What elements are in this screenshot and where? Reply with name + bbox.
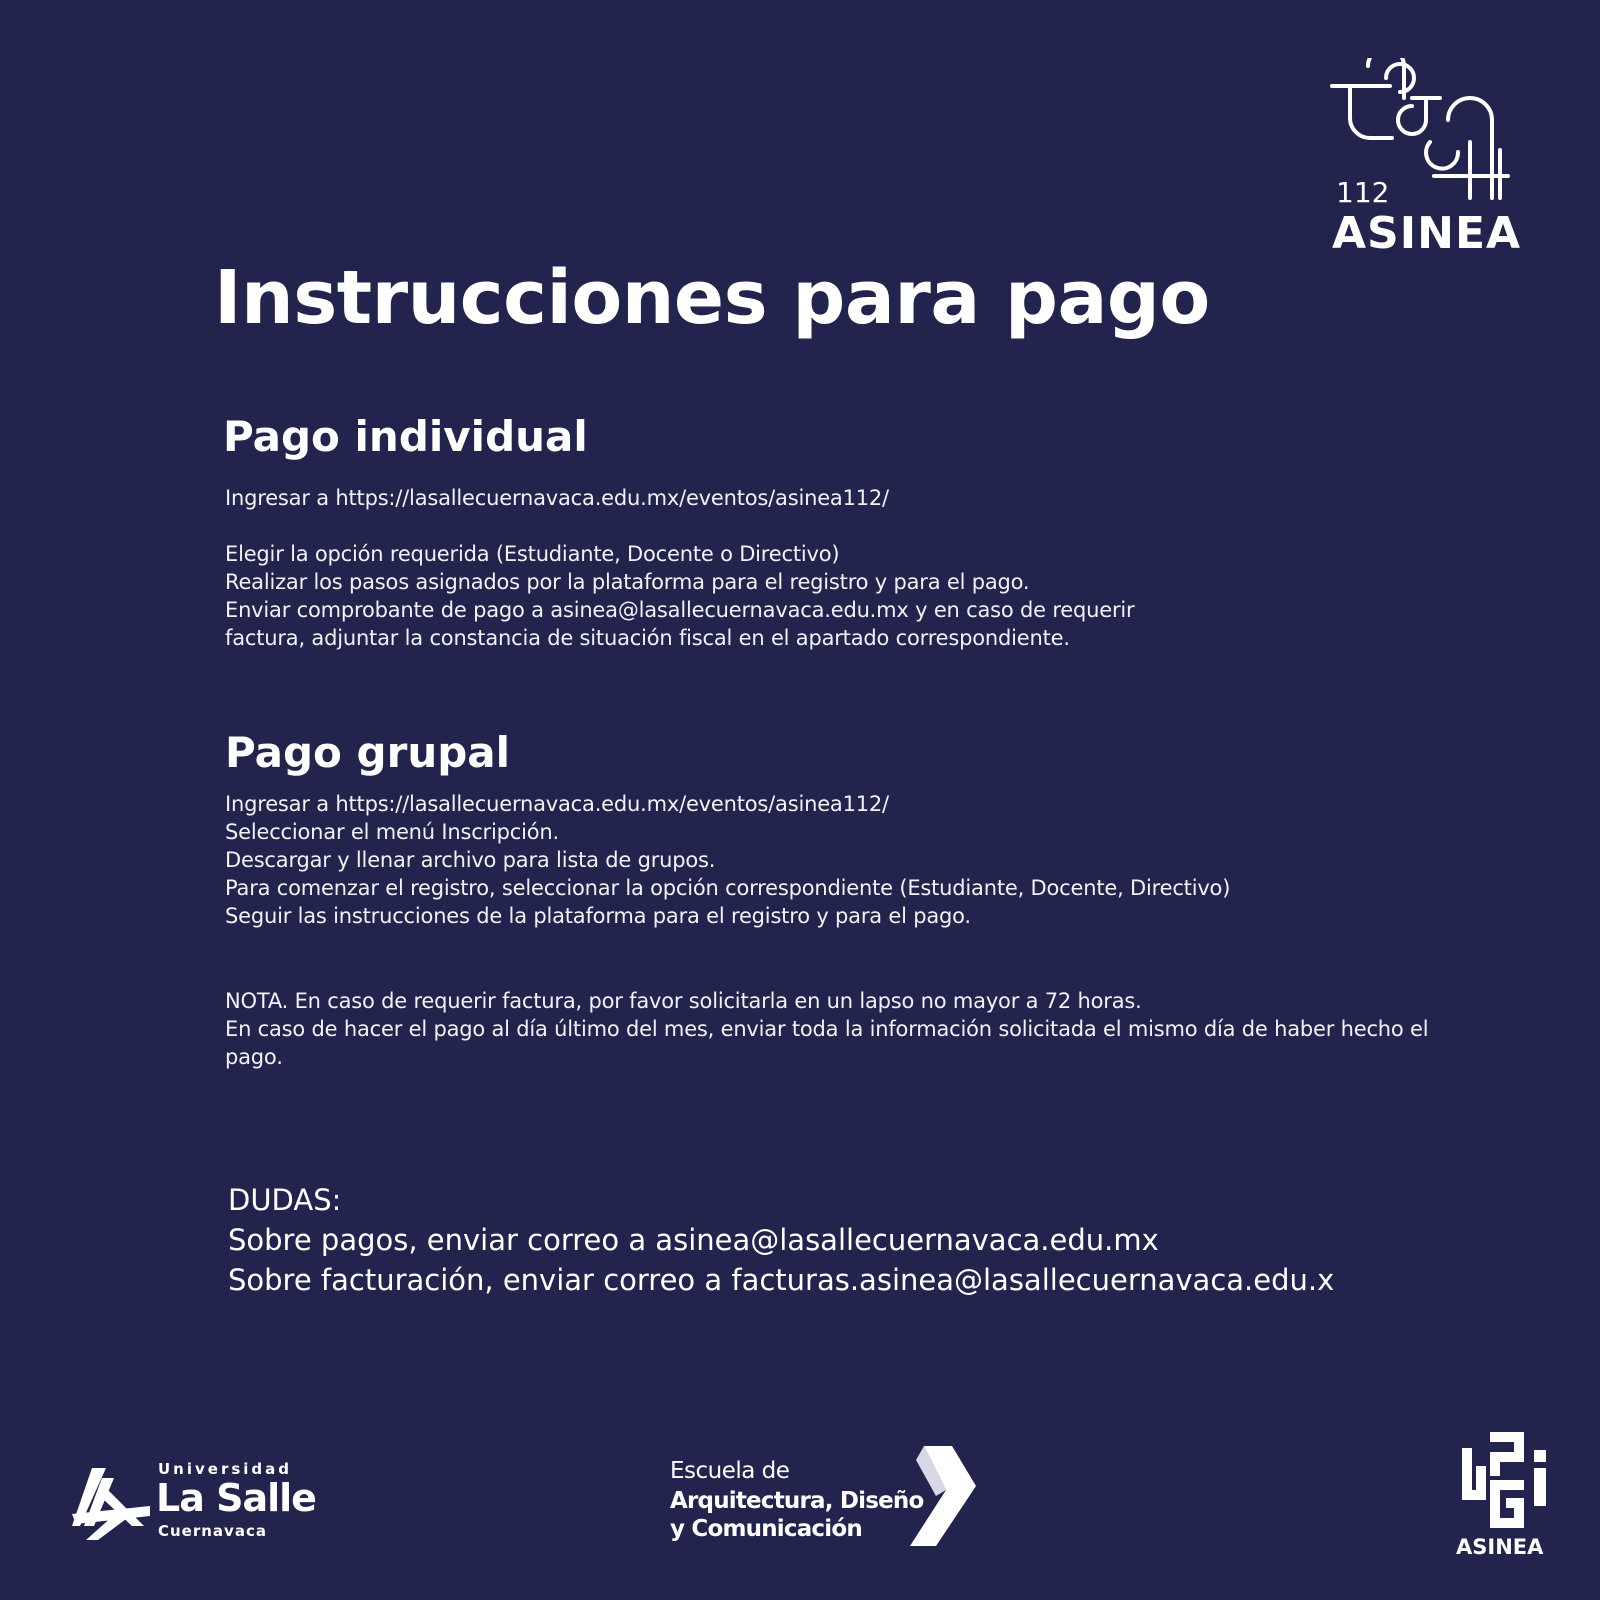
asinea-logo-bottom	[1456, 1432, 1558, 1562]
dudas-section	[228, 1180, 1334, 1300]
grupal-step-3: Descargar y llenar archivo para lista de grupos.	[225, 848, 716, 872]
escuela-logo	[670, 1458, 990, 1558]
logo-word: ASINEA	[1332, 208, 1522, 259]
grupal-step-1: Ingresar a https://lasallecuernavaca.edu.mx/eventos/asinea112/	[225, 792, 889, 816]
asinea-112-logo	[1330, 58, 1522, 259]
grupal-steps	[225, 790, 1230, 930]
individual-step-4: Enviar comprobante de pago a asinea@lasallecuernavaca.edu.mx y en caso de requerir	[225, 598, 1135, 622]
escuela-line-1: Escuela de	[670, 1458, 790, 1484]
escuela-line-2: Arquitectura, Diseño	[670, 1488, 924, 1514]
nota-section	[225, 987, 1485, 1071]
dudas-facturacion: Sobre facturación, enviar correo a facturas.asinea@lasallecuernavaca.edu.x	[228, 1263, 1335, 1297]
asinea-bottom-word: ASINEA	[1456, 1535, 1544, 1559]
nota-line-2: En caso de hacer el pago al día último del mes, enviar toda la información solicitada el mismo día de haber hecho el pago.	[225, 1017, 1429, 1069]
individual-step-2: Elegir la opción requerida (Estudiante, Docente o Directivo)	[225, 542, 840, 566]
page-title: Instrucciones para pago	[214, 255, 1210, 341]
asinea-emblem-icon	[1462, 1432, 1552, 1530]
la-salle-city: Cuernavaca	[158, 1522, 267, 1540]
individual-step-5: factura, adjuntar la constancia de situación fiscal en el apartado correspondiente.	[225, 626, 1070, 650]
individual-step-1: Ingresar a https://lasallecuernavaca.edu.mx/eventos/asinea112/	[225, 486, 889, 510]
logo-number: 112	[1336, 176, 1390, 209]
dudas-label: DUDAS:	[228, 1183, 342, 1217]
la-salle-name: La Salle	[156, 1476, 316, 1520]
dudas-pagos: Sobre pagos, enviar correo a asinea@lasallecuernavaca.edu.mx	[228, 1223, 1159, 1257]
heading-pago-individual: Pago individual	[223, 412, 588, 461]
grupal-step-2: Seleccionar el menú Inscripción.	[225, 820, 559, 844]
individual-steps	[225, 484, 1135, 652]
spacer	[225, 512, 1135, 540]
individual-step-3: Realizar los pasos asignados por la plataforma para el registro y para el pago.	[225, 570, 1030, 594]
nota-line-1: NOTA. En caso de requerir factura, por favor solicitarla en un lapso no mayor a 72 horas.	[225, 989, 1142, 1013]
la-salle-universidad: Universidad	[158, 1460, 293, 1478]
la-salle-logo	[72, 1460, 332, 1540]
grupal-step-4: Para comenzar el registro, seleccionar la opción correspondiente (Estudiante, Docente, Directivo)	[225, 876, 1231, 900]
la-salle-star-icon	[72, 1468, 150, 1540]
grupal-step-5: Seguir las instrucciones de la plataforma para el registro y para el pago.	[225, 904, 971, 928]
heading-pago-grupal: Pago grupal	[225, 728, 511, 777]
escuela-chevron-icon	[906, 1446, 986, 1546]
escuela-line-3: y Comunicación	[670, 1516, 862, 1542]
